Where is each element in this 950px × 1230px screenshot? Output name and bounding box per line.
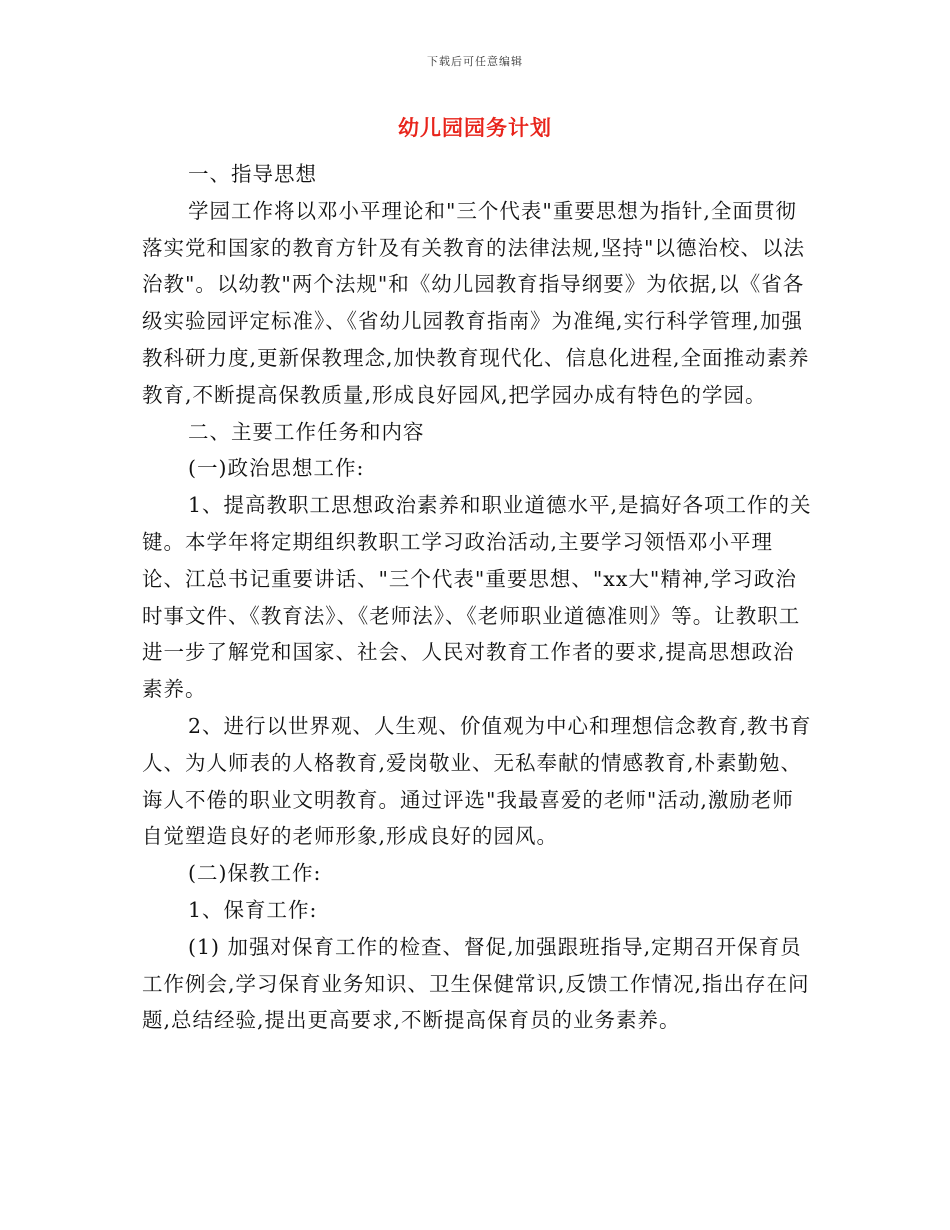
section-heading-main-tasks: 二、主要工作任务和内容 (188, 419, 425, 444)
paragraph-political-item-1: 1、提高教职工思想政治素养和职业道德水平,是搞好各项工作的关键。本学年将定期组织教职工学习政治活动,主要学习领悟邓小平理论、江总书记重要讲话、"三个代表"重要思想、"xx大"精神,学习政治时事文件、《教育法》、《老师法》、《老师职业道德准则》等。让教职工进一步了解党和国家、社会、人民对教育工作者的要求,提高思想政治素养。 (142, 493, 812, 702)
paragraph-guiding-ideology: 学园工作将以邓小平理论和"三个代表"重要思想为指针,全面贯彻落实党和国家的教育方针及有关教育的法律法规,坚持"以德治校、以法治教"。以幼教"两个法规"和《幼儿园教育指导纲要》为依据,以《省各级实验园评定标准》、《省幼儿园教育指南》为准绳,实行科学管理,加强教科研力度,更新保教理念,加快教育现代化、信息化进程,全面推动素养教育,不断提高保教质量,形成良好园风,把学园办成有特色的学园。 (142, 198, 810, 407)
section-heading-guiding-ideology: 一、指导思想 (188, 162, 317, 186)
document-body (142, 156, 812, 1039)
header-note: 下载后可任意编辑 (427, 55, 523, 68)
item-heading-care-work: 1、保育工作: (188, 897, 318, 922)
subsection-heading-political-work: (一)政治思想工作: (188, 456, 365, 481)
document-title: 幼儿园园务计划 (398, 116, 552, 140)
paragraph-political-item-2: 2、进行以世界观、人生观、价值观为中心和理想信念教育,教书育人、为人师表的人格教育,爱岗敬业、无私奉献的情感教育,朴素勤勉、诲人不倦的职业文明教育。通过评选"我最喜爱的老师"活动,激励老师自觉塑造良好的老师形象,形成良好的园风。 (142, 713, 812, 849)
subsection-heading-care-education: (二)保教工作: (188, 861, 322, 886)
paragraph-care-item-1: (1) 加强对保育工作的检查、督促,加强跟班指导,定期召开保育员工作例会,学习保育业务知识、卫生保健常识,反馈工作情况,指出存在问题,总结经验,提出更高要求,不断提高保育员的业务素养。 (142, 934, 810, 1033)
